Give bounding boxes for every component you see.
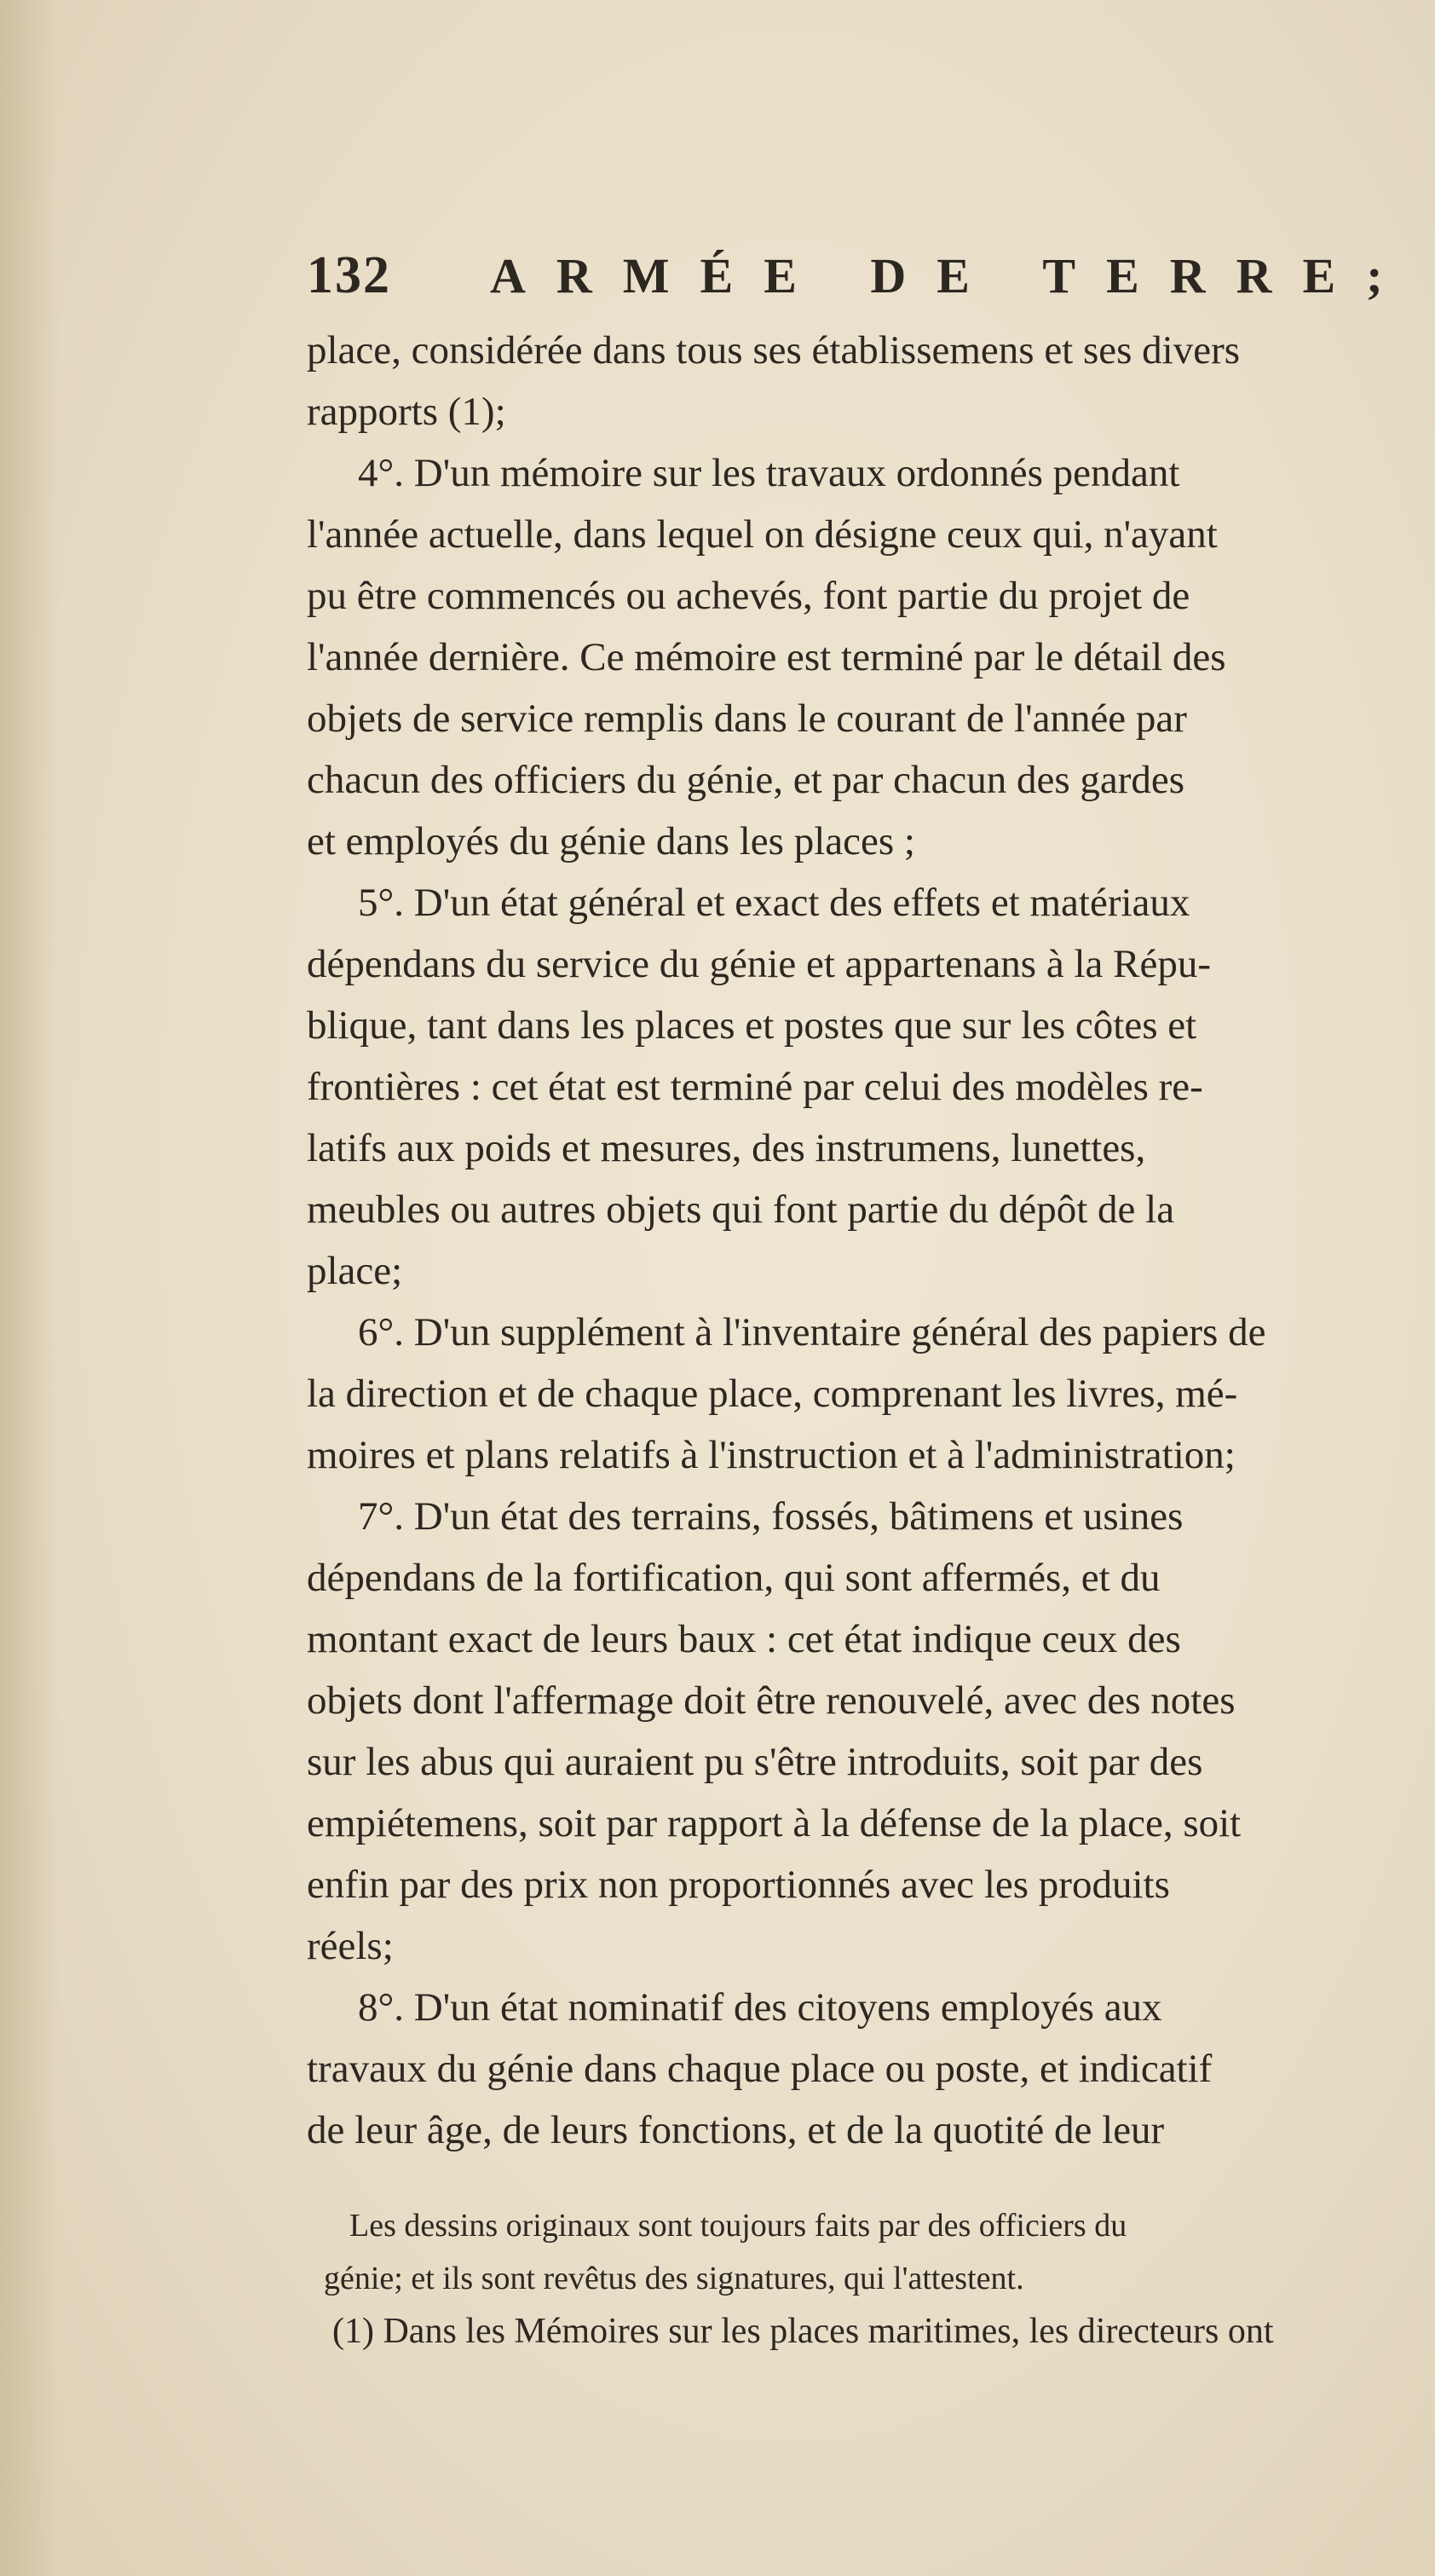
text-line: meubles ou autres objets qui font partie du dépôt de la [307,1187,1175,1232]
footnote-line: (1) Dans les Mémoires sur les places maritimes, les directeurs ont [332,2312,1274,2351]
text-line: frontières : cet état est terminé par celui des modèles re- [307,1065,1203,1109]
text-line: dépendans du service du génie et appartenans à la Répu- [307,942,1211,986]
running-head: ARMÉE DE TERRE; [490,248,1414,303]
text-line: objets dont l'affermage doit être renouvelé, avec des notes [307,1678,1236,1723]
page-header [307,230,1414,324]
text-line: latifs aux poids et mesures, des instrumens, lunettes, [307,1126,1146,1170]
text-line: et employés du génie dans les places ; [307,819,915,863]
text-line: travaux du génie dans chaque place ou poste, et indicatif [307,2047,1213,2091]
text-line: la direction et de chaque place, comprenant les livres, mé- [307,1372,1238,1416]
text-line: l'année actuelle, dans lequel on désigne ceux qui, n'ayant [307,512,1218,557]
main-text [307,320,1432,2161]
page-gutter-shadow [0,0,60,2576]
footnote-line: génie; et ils sont revêtus des signatures, qui l'attestent. [324,2261,1024,2296]
footnotes [324,2199,1432,2358]
text-line: dépendans de la fortification, qui sont affermés, et du [307,1556,1161,1600]
text-line: place, considérée dans tous ses établissemens et ses divers [307,328,1241,373]
footnote-line: Les dessins originaux sont toujours faits par des officiers du [349,2208,1127,2244]
text-line: montant exact de leurs baux : cet état indique ceux des [307,1617,1181,1661]
text-line: sur les abus qui auraient pu s'être introduits, soit par des [307,1740,1203,1784]
text-line: objets de service remplis dans le courant de l'année par [307,696,1187,741]
text-line: place; [307,1249,403,1293]
text-line: 7°. D'un état des terrains, fossés, bâtimens et usines [358,1494,1184,1539]
text-line: pu être commencés ou achevés, font partie du projet de [307,574,1190,618]
text-line: enfin par des prix non proportionnés avec les produits [307,1863,1170,1907]
text-line: blique, tant dans les places et postes que sur les côtes et [307,1003,1197,1048]
text-line: chacun des officiers du génie, et par chacun des gardes [307,758,1185,802]
text-line: 5°. D'un état général et exact des effets et matériaux [358,881,1190,925]
text-line: l'année dernière. Ce mémoire est terminé par le détail des [307,635,1226,679]
text-line: 8°. D'un état nominatif des citoyens employés aux [358,1985,1162,2030]
text-line: 6°. D'un supplément à l'inventaire général des papiers de [358,1310,1266,1354]
text-line: empiétemens, soit par rapport à la défense de la place, soit [307,1801,1242,1845]
text-line: 4°. D'un mémoire sur les travaux ordonnés pendant [358,451,1180,495]
text-line: moires et plans relatifs à l'instruction et à l'administration; [307,1433,1236,1477]
page-number: 132 [307,246,391,304]
text-line: rapports (1); [307,390,506,434]
text-line: réels; [307,1924,394,1968]
text-line: de leur âge, de leurs fonctions, et de la quotité de leur [307,2108,1165,2152]
